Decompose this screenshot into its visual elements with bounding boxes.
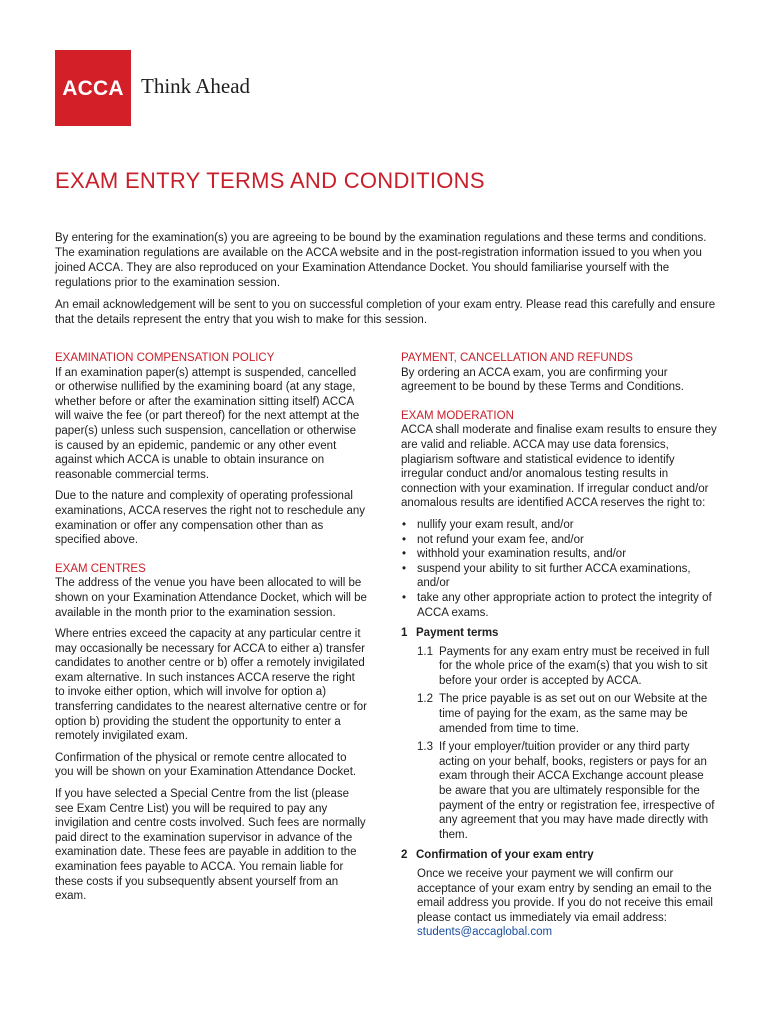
acca-logo bbox=[55, 50, 131, 126]
exam-centres-paragraph-4: If you have selected a Special Centre from the list (please see Exam Centre List) you will be required to pay any invigilation and centre costs involved. Such fees are normally paid direct to the examination supervisor in advance of the examination date. These fees are payable in addition to the examination fees payable to ACCA. You remain liable for these costs if you subsequently absent yourself from an exam. bbox=[55, 788, 366, 903]
section-1-number: 1 bbox=[401, 627, 408, 640]
clause-number: 1.1 bbox=[417, 645, 433, 658]
clause-text: The price payable is as set out on our Website at the time of paying for the exam, as the same may be amended from time to time. bbox=[439, 693, 708, 735]
compensation-paragraph-1: If an examination paper(s) attempt is suspended, cancelled or otherwise nullified by the examining board (at any stage, whether before or after the examination sitting itself) ACCA will waive the fee (or part thereof) for the next attempt at the paper(s) unless such suspension, cancellation or otherwise is caused by an epidemic, pandemic or any other event against which ACCA is unable to obtain insurance on reasonable commercial terms. bbox=[55, 366, 360, 481]
moderation-list bbox=[401, 518, 719, 620]
section-1-title: Payment terms bbox=[416, 627, 499, 640]
clause-1-2 bbox=[401, 692, 719, 736]
compensation-heading: EXAMINATION COMPENSATION POLICY bbox=[55, 352, 275, 364]
right-column bbox=[401, 351, 719, 940]
clause-text: If your employer/tuition provider or any third party acting on your behalf, books, registers or pays for an exam through their ACCA Exchange account please be aware that you are ultimately responsible for the payment of the entry or registration fee, irrespective of any agreement that you may have made directly with them. bbox=[439, 741, 715, 841]
compensation-paragraph-2: Due to the nature and complexity of operating professional examinations, ACCA reserves the right not to reschedule any examination or offer any compensation other than as specified above. bbox=[55, 490, 366, 547]
intro-section bbox=[55, 231, 720, 335]
left-column bbox=[55, 351, 367, 911]
clause-number: 1.3 bbox=[417, 741, 433, 754]
clause-number: 1.2 bbox=[417, 693, 433, 706]
list-item: • suspend your ability to sit further ACCA examinations, and/or bbox=[401, 562, 719, 591]
list-item: • nullify your exam result, and/or bbox=[401, 518, 719, 533]
list-item: • take any other appropriate action to protect the integrity of ACCA exams. bbox=[401, 591, 719, 620]
clause-1-1 bbox=[401, 645, 719, 689]
clause-text: Payments for any exam entry must be received in full for the whole price of the exam(s) that you wish to sit before your order is accepted by ACCA. bbox=[439, 645, 710, 687]
list-item: • not refund your exam fee, and/or bbox=[401, 533, 719, 548]
exam-centres-paragraph-3: Confirmation of the physical or remote centre allocated to you will be shown on your Examination Attendance Docket. bbox=[55, 751, 357, 779]
list-item: • withhold your examination results, and/or bbox=[401, 547, 719, 562]
tagline: Think Ahead bbox=[141, 74, 251, 98]
payment-heading: PAYMENT, CANCELLATION AND REFUNDS bbox=[401, 352, 633, 364]
moderation-heading: EXAM MODERATION bbox=[401, 409, 514, 422]
payment-paragraph: By ordering an ACCA exam, you are confirming your agreement to be bound by these Terms and Conditions. bbox=[401, 366, 684, 394]
section-2-body bbox=[401, 867, 719, 940]
clause-1-3 bbox=[401, 740, 719, 842]
intro-paragraph-1: By entering for the examination(s) you are agreeing to be bound by the examination regulations and these terms and conditions. The examination regulations are available on the ACCA website and in the post-registration information issued to you when you joined ACCA. They are also reproduced on your Examination Attendance Docket. You should familiarise yourself with the regulations prior to the examination session. bbox=[55, 232, 707, 289]
logo-text: ACCA bbox=[62, 77, 124, 100]
intro-paragraph-2: An email acknowledgement will be sent to you on successful completion of your exam entry. Please read this carefully and ensure that the details represent the entry that you wish to make for this session. bbox=[55, 299, 716, 326]
exam-centres-heading: EXAM CENTRES bbox=[55, 562, 146, 575]
section-2-number: 2 bbox=[401, 849, 408, 862]
section-2-heading bbox=[401, 848, 719, 863]
page-title: EXAM ENTRY TERMS AND CONDITIONS bbox=[55, 168, 485, 193]
exam-centres-paragraph-1: The address of the venue you have been allocated to will be shown on your Examination Attendance Docket, which will be available in the month prior to the examination session. bbox=[55, 577, 367, 619]
section-2-text: Once we receive your payment we will confirm our acceptance of your exam entry by sending an email to the email address you provide. If you do not receive this email please contact us immediately via email address: bbox=[417, 868, 713, 924]
exam-centres-paragraph-2: Where entries exceed the capacity at any particular centre it may occasionally be necessary for ACCA to either a) transfer candidates to another centre or b) offer a remotely invigilated exam alternative. In such instances ACCA reserve the right to invoke either option, which will involve for option a) transferring candidates to the nearest alternative centre or for option b) providing the student the opportunity to enter a remotely invigilated exam. bbox=[55, 628, 367, 743]
support-email-link[interactable]: students@accaglobal.com bbox=[417, 926, 553, 939]
moderation-paragraph: ACCA shall moderate and finalise exam results to ensure they are valid and reliable. ACCA may use data forensics, plagiarism software and statistical evidence to identify irregular conduct and/or anomalous testing results in connection with your examination. If irregular conduct and/or anomalous results are identified ACCA reserves the right to: bbox=[401, 424, 717, 510]
section-1-heading bbox=[401, 626, 719, 641]
section-2-title: Confirmation of your exam entry bbox=[416, 849, 594, 862]
